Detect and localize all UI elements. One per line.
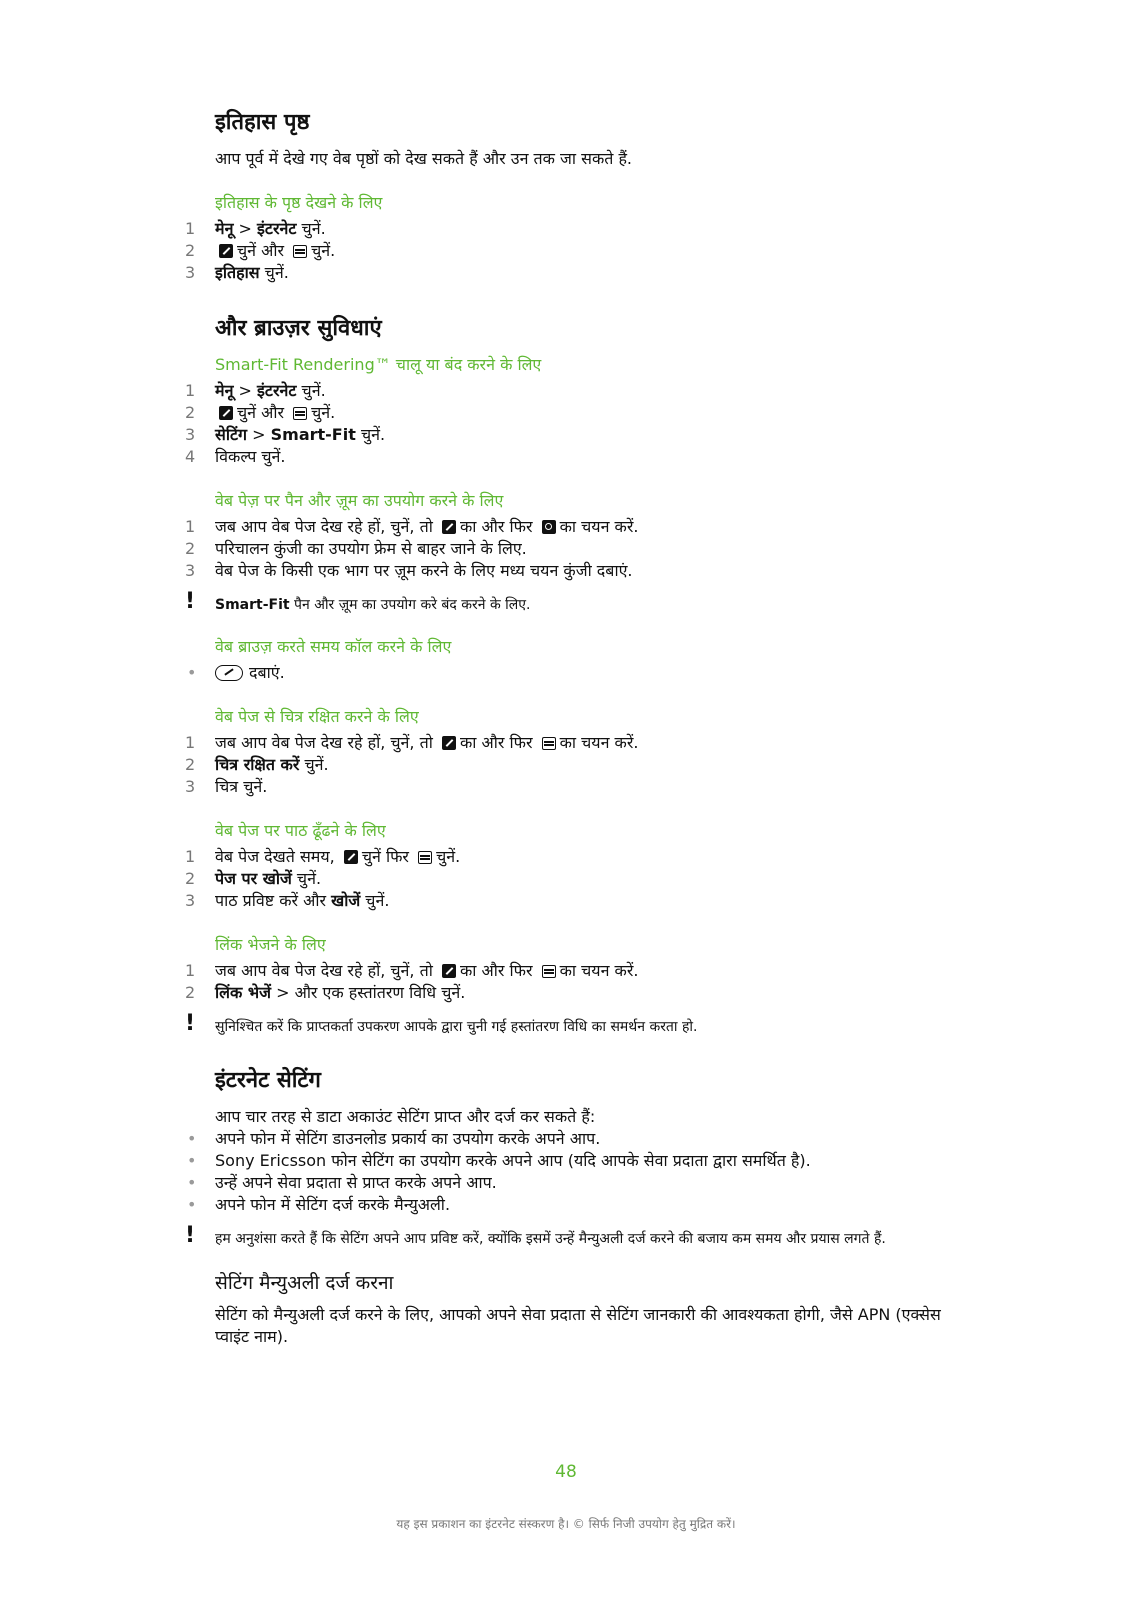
edit-icon xyxy=(442,964,456,978)
page-content xyxy=(185,108,955,1348)
list-item xyxy=(185,890,955,912)
bullet-dot: • xyxy=(187,663,197,682)
internet-label: इंटरनेट xyxy=(257,381,297,400)
step-text: विकल्प चुनें. xyxy=(215,447,286,466)
step-number: 1 xyxy=(185,219,196,238)
separator: > xyxy=(233,219,258,238)
list-item xyxy=(185,732,955,754)
call-key-icon xyxy=(215,665,243,681)
step-number: 1 xyxy=(185,961,196,980)
bullet-text: दबाएं. xyxy=(249,663,285,682)
find-label: खोजें xyxy=(331,891,361,910)
bullet-text: Sony Ericsson फोन सेटिंग का उपयोग करके अपने आप (यदि आपके सेवा प्रदाता द्वारा समर्थित है). xyxy=(215,1151,811,1170)
call-subtitle: वेब ब्राउज़ करते समय कॉल करने के लिए xyxy=(215,637,452,656)
edit-icon xyxy=(442,520,456,534)
list-item xyxy=(185,868,955,890)
note-text: हम अनुशंसा करते हैं कि सेटिंग अपने आप प्रविष्ट करें, क्योंकि इसमें उन्हें मैन्युअली दर्ज करने की बजाय कम समय और प्रयास लगते हैं. xyxy=(215,1231,886,1247)
internet-label: इंटरनेट xyxy=(257,219,297,238)
page-number: 48 xyxy=(555,1462,577,1482)
step-text: का और फिर xyxy=(459,733,533,752)
list-item xyxy=(185,516,955,538)
list-item xyxy=(185,982,955,1004)
manual-text: सेटिंग को मैन्युअली दर्ज करने के लिए, आपको अपने सेवा प्रदाता से सेटिंग जानकारी की आवश्यकता होगी, जैसे APN (एक्सेस प्वाइंट नाम). xyxy=(215,1305,941,1346)
step-tail: चुनें. xyxy=(360,891,390,910)
step-number: 3 xyxy=(185,561,196,580)
find-text-steps xyxy=(185,846,955,912)
step-tail: चुनें. xyxy=(299,755,329,774)
step-number: 2 xyxy=(185,755,196,774)
step-number: 3 xyxy=(185,891,196,910)
separator: > xyxy=(247,425,271,444)
zoom-icon xyxy=(542,520,556,534)
step-text: चुनें और xyxy=(237,403,285,422)
list-item xyxy=(185,846,955,868)
step-number: 2 xyxy=(185,241,196,260)
smartfit-label: Smart-Fit xyxy=(270,425,356,444)
internet-settings-intro: आप चार तरह से डाटा अकाउंट सेटिंग प्राप्त और दर्ज कर सकते हैं: xyxy=(215,1107,596,1126)
step-number: 1 xyxy=(185,733,196,752)
step-number: 4 xyxy=(185,447,196,466)
list-item xyxy=(185,776,955,798)
save-image-label: चित्र रक्षित करें xyxy=(215,755,300,774)
step-text: परिचालन कुंजी का उपयोग फ्रेम से बाहर जाने के लिए. xyxy=(215,539,527,558)
step-number: 2 xyxy=(185,983,196,1002)
settings-label: सेटिंग xyxy=(215,425,248,444)
step-text: वेब पेज देखते समय, xyxy=(215,847,335,866)
bullet-text: उन्हें अपने सेवा प्रदाता से प्राप्त करके अपने आप. xyxy=(215,1173,497,1192)
save-image-steps xyxy=(185,732,955,798)
step-tail: चुनें. xyxy=(291,869,322,888)
step-text: का और फिर xyxy=(459,517,533,536)
history-subtitle: इतिहास के पृष्ठ देखने के लिए xyxy=(215,193,383,212)
list-item xyxy=(185,538,955,560)
find-on-page-label: पेज पर खोजें xyxy=(215,869,292,888)
step-text: चुनें. xyxy=(311,241,336,260)
step-number: 1 xyxy=(185,381,196,400)
edit-icon xyxy=(219,406,233,420)
edit-icon xyxy=(442,736,456,750)
menu-label: मेनू xyxy=(215,219,234,238)
list-item xyxy=(187,662,955,684)
step-number: 3 xyxy=(185,425,196,444)
list-item xyxy=(185,960,955,982)
exclamation-icon: ! xyxy=(185,589,196,614)
history-intro: आप पूर्व में देखे गए वेब पृष्ठों को देख सकते हैं और उन तक जा सकते हैं. xyxy=(215,149,633,168)
step-text: चुनें और xyxy=(237,241,285,260)
internet-settings-note xyxy=(185,1223,955,1248)
call-bullets xyxy=(187,662,955,684)
step-text: का चयन करें. xyxy=(559,517,639,536)
step-text: वेब पेज के किसी एक भाग पर ज़ूम करने के लिए मध्य चयन कुंजी दबाएं. xyxy=(215,561,633,580)
step-text: चित्र चुनें. xyxy=(215,777,268,796)
internet-settings-title: इंटरनेट सेटिंग xyxy=(215,1068,321,1093)
browser-title: और ब्राउज़र सुविधाएं xyxy=(215,316,382,341)
send-link-steps xyxy=(185,960,955,1004)
edit-icon xyxy=(344,850,358,864)
bullet-dot: • xyxy=(187,1195,197,1214)
step-number: 2 xyxy=(185,403,196,422)
step-tail: > और एक हस्तांतरण विधि चुनें. xyxy=(270,983,466,1002)
bullet-dot: • xyxy=(187,1173,197,1192)
step-text: चुनें फिर xyxy=(361,847,409,866)
step-tail: चुनें. xyxy=(259,263,289,282)
step-number: 2 xyxy=(185,869,196,888)
bullet-text: अपने फोन में सेटिंग डाउनलोड प्रकार्य का उपयोग करके अपने आप. xyxy=(215,1129,601,1148)
exclamation-icon: ! xyxy=(185,1011,196,1036)
step-tail: चुनें. xyxy=(296,219,326,238)
pan-subtitle: वेब पेज़ पर पैन और ज़ूम का उपयोग करने के लिए xyxy=(215,491,504,510)
send-link-label: लिंक भेजें xyxy=(215,983,271,1002)
step-text: जब आप वेब पेज देख रहे हों, चुनें, तो xyxy=(215,733,433,752)
find-text-subtitle: वेब पेज पर पाठ ढूँढने के लिए xyxy=(215,821,386,840)
manual-title: सेटिंग मैन्युअली दर्ज करना xyxy=(215,1272,394,1294)
smartfit-steps xyxy=(185,380,955,468)
list-item xyxy=(185,218,955,240)
history-title: इतिहास पृष्ठ xyxy=(215,110,310,135)
list-item xyxy=(187,1172,955,1194)
list-item xyxy=(185,240,955,262)
history-label: इतिहास xyxy=(215,263,260,282)
list-item xyxy=(187,1194,955,1216)
menu-icon xyxy=(542,965,556,978)
save-image-subtitle: वेब पेज से चित्र रक्षित करने के लिए xyxy=(215,707,419,726)
step-tail: चुनें. xyxy=(355,425,386,444)
step-number: 1 xyxy=(185,517,196,536)
footer-text: यह इस प्रकाशन का इंटरनेट संस्करण है। © सिर्फ निजी उपयोग हेतु मुद्रित करें। xyxy=(396,1517,736,1531)
note-text: सुनिश्चित करें कि प्राप्तकर्ता उपकरण आपके द्वारा चुनी गई हस्तांतरण विधि का समर्थन करता हो. xyxy=(215,1019,698,1035)
step-text: का और फिर xyxy=(459,961,533,980)
list-item xyxy=(187,1150,955,1172)
bullet-dot: • xyxy=(187,1151,197,1170)
menu-icon xyxy=(418,851,432,864)
step-text: चुनें. xyxy=(311,403,336,422)
list-item xyxy=(187,1128,955,1150)
step-text: जब आप वेब पेज देख रहे हों, चुनें, तो xyxy=(215,961,433,980)
list-item xyxy=(185,754,955,776)
list-item xyxy=(185,402,955,424)
step-text: जब आप वेब पेज देख रहे हों, चुनें, तो xyxy=(215,517,433,536)
menu-icon xyxy=(293,245,307,258)
pan-note xyxy=(185,589,955,614)
note-text: पैन और ज़ूम का उपयोग करे बंद करने के लिए. xyxy=(289,597,531,613)
step-text: पाठ प्रविष्ट करें और xyxy=(215,891,332,910)
list-item xyxy=(185,424,955,446)
menu-label: मेनू xyxy=(215,381,234,400)
step-number: 3 xyxy=(185,777,196,796)
note-bold: Smart-Fit xyxy=(215,597,290,613)
smartfit-subtitle: Smart-Fit Rendering™ चालू या बंद करने के लिए xyxy=(215,355,542,374)
send-link-subtitle: लिंक भेजने के लिए xyxy=(215,935,326,954)
step-text: का चयन करें. xyxy=(559,733,639,752)
list-item xyxy=(185,262,955,284)
menu-icon xyxy=(542,737,556,750)
step-text: चुनें. xyxy=(436,847,461,866)
list-item xyxy=(185,560,955,582)
internet-settings-bullets xyxy=(187,1128,955,1216)
list-item xyxy=(185,380,955,402)
edit-icon xyxy=(219,244,233,258)
step-number: 1 xyxy=(185,847,196,866)
step-number: 2 xyxy=(185,539,196,558)
exclamation-icon: ! xyxy=(185,1223,196,1248)
step-text: का चयन करें. xyxy=(559,961,639,980)
list-item xyxy=(185,446,955,468)
bullet-dot: • xyxy=(187,1129,197,1148)
history-steps xyxy=(185,218,955,284)
pan-steps xyxy=(185,516,955,582)
separator: > xyxy=(233,381,258,400)
step-number: 3 xyxy=(185,263,196,282)
menu-icon xyxy=(293,407,307,420)
bullet-text: अपने फोन में सेटिंग दर्ज करके मैन्युअली. xyxy=(215,1195,451,1214)
send-link-note xyxy=(185,1011,955,1036)
step-tail: चुनें. xyxy=(296,381,326,400)
